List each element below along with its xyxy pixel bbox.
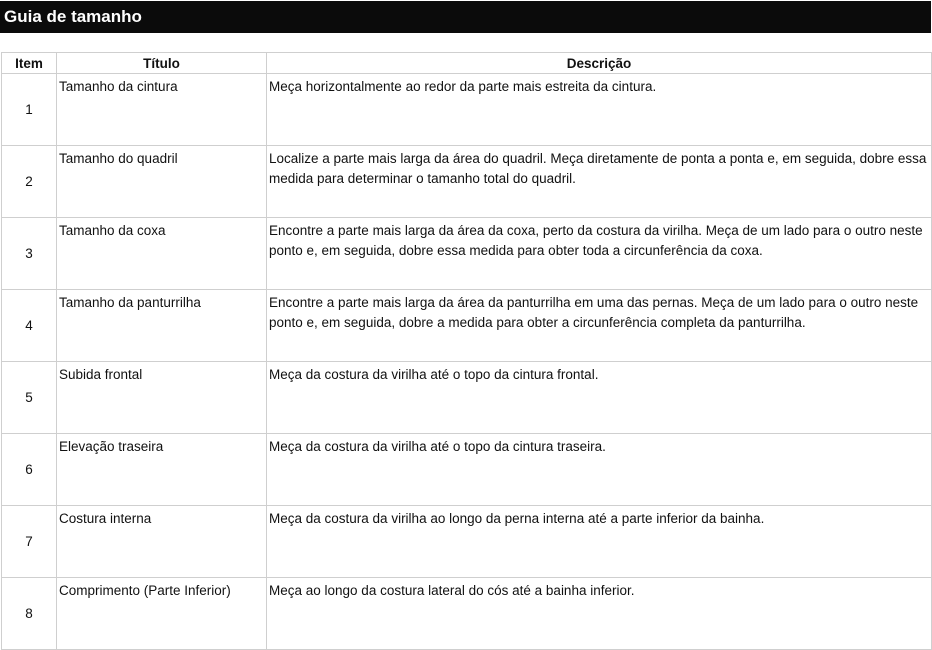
- table-row: [2, 146, 932, 218]
- title-cell: Elevação traseira: [57, 434, 267, 506]
- title-cell: Tamanho da cintura: [57, 74, 267, 146]
- item-number-cell: 2: [2, 146, 57, 218]
- table-row: [2, 74, 932, 146]
- table-row: [2, 218, 932, 290]
- item-number-cell: 1: [2, 74, 57, 146]
- item-number-cell: 8: [2, 578, 57, 650]
- title-cell: Subida frontal: [57, 362, 267, 434]
- column-header-description: Descrição: [267, 53, 932, 74]
- size-guide-table: [1, 52, 932, 650]
- table-row: [2, 434, 932, 506]
- item-number-cell: 4: [2, 290, 57, 362]
- item-number-cell: 5: [2, 362, 57, 434]
- description-cell: Meça da costura da virilha ao longo da perna interna até a parte inferior da bainha.: [267, 506, 932, 578]
- description-cell: Meça horizontalmente ao redor da parte mais estreita da cintura.: [267, 74, 932, 146]
- title-cell: Costura interna: [57, 506, 267, 578]
- title-cell: Tamanho do quadril: [57, 146, 267, 218]
- description-cell: Localize a parte mais larga da área do quadril. Meça diretamente de ponta a ponta e, em seguida, dobre essa medida para determinar o tamanho total do quadril.: [267, 146, 932, 218]
- column-header-title: Título: [57, 53, 267, 74]
- item-number-cell: 3: [2, 218, 57, 290]
- title-cell: Tamanho da panturrilha: [57, 290, 267, 362]
- description-cell: Encontre a parte mais larga da área da panturrilha em uma das pernas. Meça de um lado para o outro neste ponto e, em seguida, dobre a medida para obter a circunferência completa da panturrilha.: [267, 290, 932, 362]
- item-number-cell: 7: [2, 506, 57, 578]
- description-cell: Meça da costura da virilha até o topo da cintura frontal.: [267, 362, 932, 434]
- description-cell: Meça da costura da virilha até o topo da cintura traseira.: [267, 434, 932, 506]
- column-header-item: Item: [2, 53, 57, 74]
- page-title: Guia de tamanho: [0, 1, 931, 33]
- title-cell: Comprimento (Parte Inferior): [57, 578, 267, 650]
- table-header-row: [2, 53, 932, 74]
- table-row: [2, 578, 932, 650]
- item-number-cell: 6: [2, 434, 57, 506]
- table-row: [2, 506, 932, 578]
- description-cell: Meça ao longo da costura lateral do cós até a bainha inferior.: [267, 578, 932, 650]
- table-row: [2, 290, 932, 362]
- title-cell: Tamanho da coxa: [57, 218, 267, 290]
- description-cell: Encontre a parte mais larga da área da coxa, perto da costura da virilha. Meça de um lado para o outro neste ponto e, em seguida, dobre essa medida para obter toda a circunferência da coxa.: [267, 218, 932, 290]
- table-row: [2, 362, 932, 434]
